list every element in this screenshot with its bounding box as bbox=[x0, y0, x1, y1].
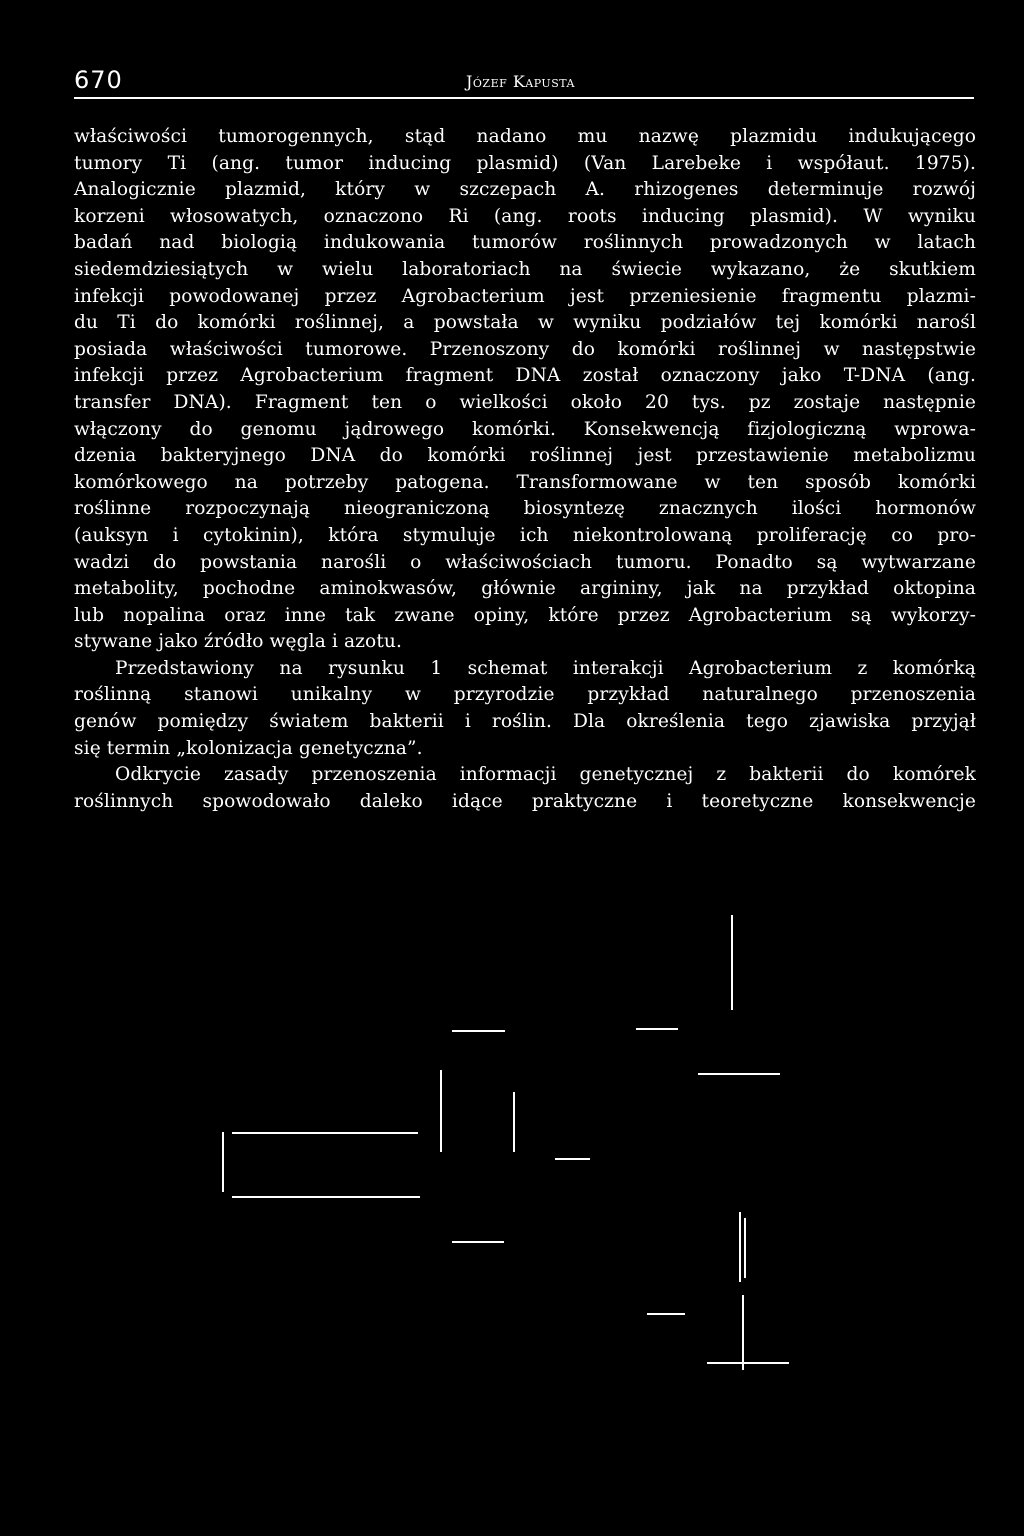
figure-stroke bbox=[744, 1218, 746, 1278]
text-line: się termin „kolonizacja genetyczna”. bbox=[74, 737, 423, 759]
text-line: komórkowego na potrzeby patogena. Transformowane w ten sposób komórki bbox=[74, 471, 976, 493]
figure-fragments bbox=[0, 900, 1024, 1536]
text-line: du Ti do komórki roślinnej, a powstała w wyniku podziałów tej komórki narośl bbox=[74, 312, 976, 334]
figure-stroke bbox=[452, 1241, 504, 1243]
text-line: właściwości tumorogennych, stąd nadano mu nazwę plazmidu indukującego bbox=[74, 126, 976, 147]
text-line: badań nad biologią indukowania tumorów roślinnych prowadzonych w latach bbox=[74, 232, 976, 254]
text-line: korzeni włosowatych, oznaczono Ri (ang. roots inducing plasmid). W wyniku bbox=[74, 205, 976, 227]
text-line: Analogicznie plazmid, który w szczepach A. rhizogenes determinuje rozwój bbox=[74, 179, 976, 201]
text-line: Przedstawiony na rysunku 1 schemat interakcji Agrobacterium z komórką bbox=[115, 657, 976, 679]
text-line: tumory Ti (ang. tumor inducing plasmid) (Van Larebeke i współaut. 1975). bbox=[74, 152, 976, 174]
figure-stroke bbox=[440, 1070, 442, 1152]
text-line: lub nopalina oraz inne tak zwane opiny, które przez Agrobacterium są wykorzy- bbox=[74, 604, 976, 626]
text-line: transfer DNA). Fragment ten o wielkości około 20 tys. pz zostaje następnie bbox=[74, 391, 976, 413]
figure-stroke bbox=[452, 1030, 505, 1032]
text-line: stywane jako źródło węgla i azotu. bbox=[74, 631, 403, 653]
text-line: infekcji przez Agrobacterium fragment DNA został oznaczony jako T-DNA (ang. bbox=[74, 365, 976, 387]
text-line: genów pomiędzy światem bakterii i roślin. Dla określenia tego zjawiska przyjął bbox=[74, 711, 976, 733]
figure-stroke bbox=[222, 1132, 224, 1192]
figure-stroke bbox=[636, 1028, 678, 1030]
text-line: metabolity, pochodne aminokwasów, głównie argininy, jak na przykład oktopina bbox=[74, 578, 976, 600]
figure-stroke bbox=[232, 1196, 420, 1198]
figure-stroke bbox=[647, 1313, 685, 1315]
text-line: włączony do genomu jądrowego komórki. Konsekwencją fizjologiczną wprowa- bbox=[74, 418, 976, 440]
figure-stroke bbox=[742, 1295, 744, 1370]
header-rule bbox=[74, 97, 974, 99]
page-number: 670 bbox=[74, 66, 123, 94]
figure-stroke bbox=[232, 1132, 418, 1134]
figure-stroke bbox=[698, 1073, 780, 1075]
figure-stroke bbox=[739, 1212, 741, 1282]
text-line: siedemdziesiątych w wielu laboratoriach na świecie wykazano, że skutkiem bbox=[74, 258, 976, 280]
body-text bbox=[74, 124, 976, 815]
page-header bbox=[74, 66, 974, 100]
figure-stroke bbox=[513, 1092, 515, 1152]
running-head-author: Józef Kapusta bbox=[466, 72, 575, 91]
text-line: wadzi do powstania narośli o właściwościach tumoru. Ponadto są wytwarzane bbox=[74, 551, 976, 573]
text-line: Odkrycie zasady przenoszenia informacji genetycznej z bakterii do komórek bbox=[115, 764, 976, 786]
text-line: (auksyn i cytokinin), która stymuluje ich niekontrolowaną proliferację co pro- bbox=[74, 524, 976, 546]
figure-stroke bbox=[707, 1362, 789, 1364]
text-line: roślinnych spowodowało daleko idące praktyczne i teoretyczne konsekwencje bbox=[74, 790, 976, 812]
text-line: roślinne rozpoczynają nieograniczoną biosyntezę znacznych ilości hormonów bbox=[74, 498, 976, 520]
text-line: dzenia bakteryjnego DNA do komórki roślinnej jest przestawienie metabolizmu bbox=[74, 445, 976, 467]
figure-stroke bbox=[555, 1158, 590, 1160]
text-line: roślinną stanowi unikalny w przyrodzie przykład naturalnego przenoszenia bbox=[74, 684, 976, 706]
figure-stroke bbox=[731, 915, 733, 1010]
text-line: infekcji powodowanej przez Agrobacterium jest przeniesienie fragmentu plazmi- bbox=[74, 285, 976, 307]
text-line: posiada właściwości tumorowe. Przenoszony do komórki roślinnej w następstwie bbox=[74, 338, 976, 360]
